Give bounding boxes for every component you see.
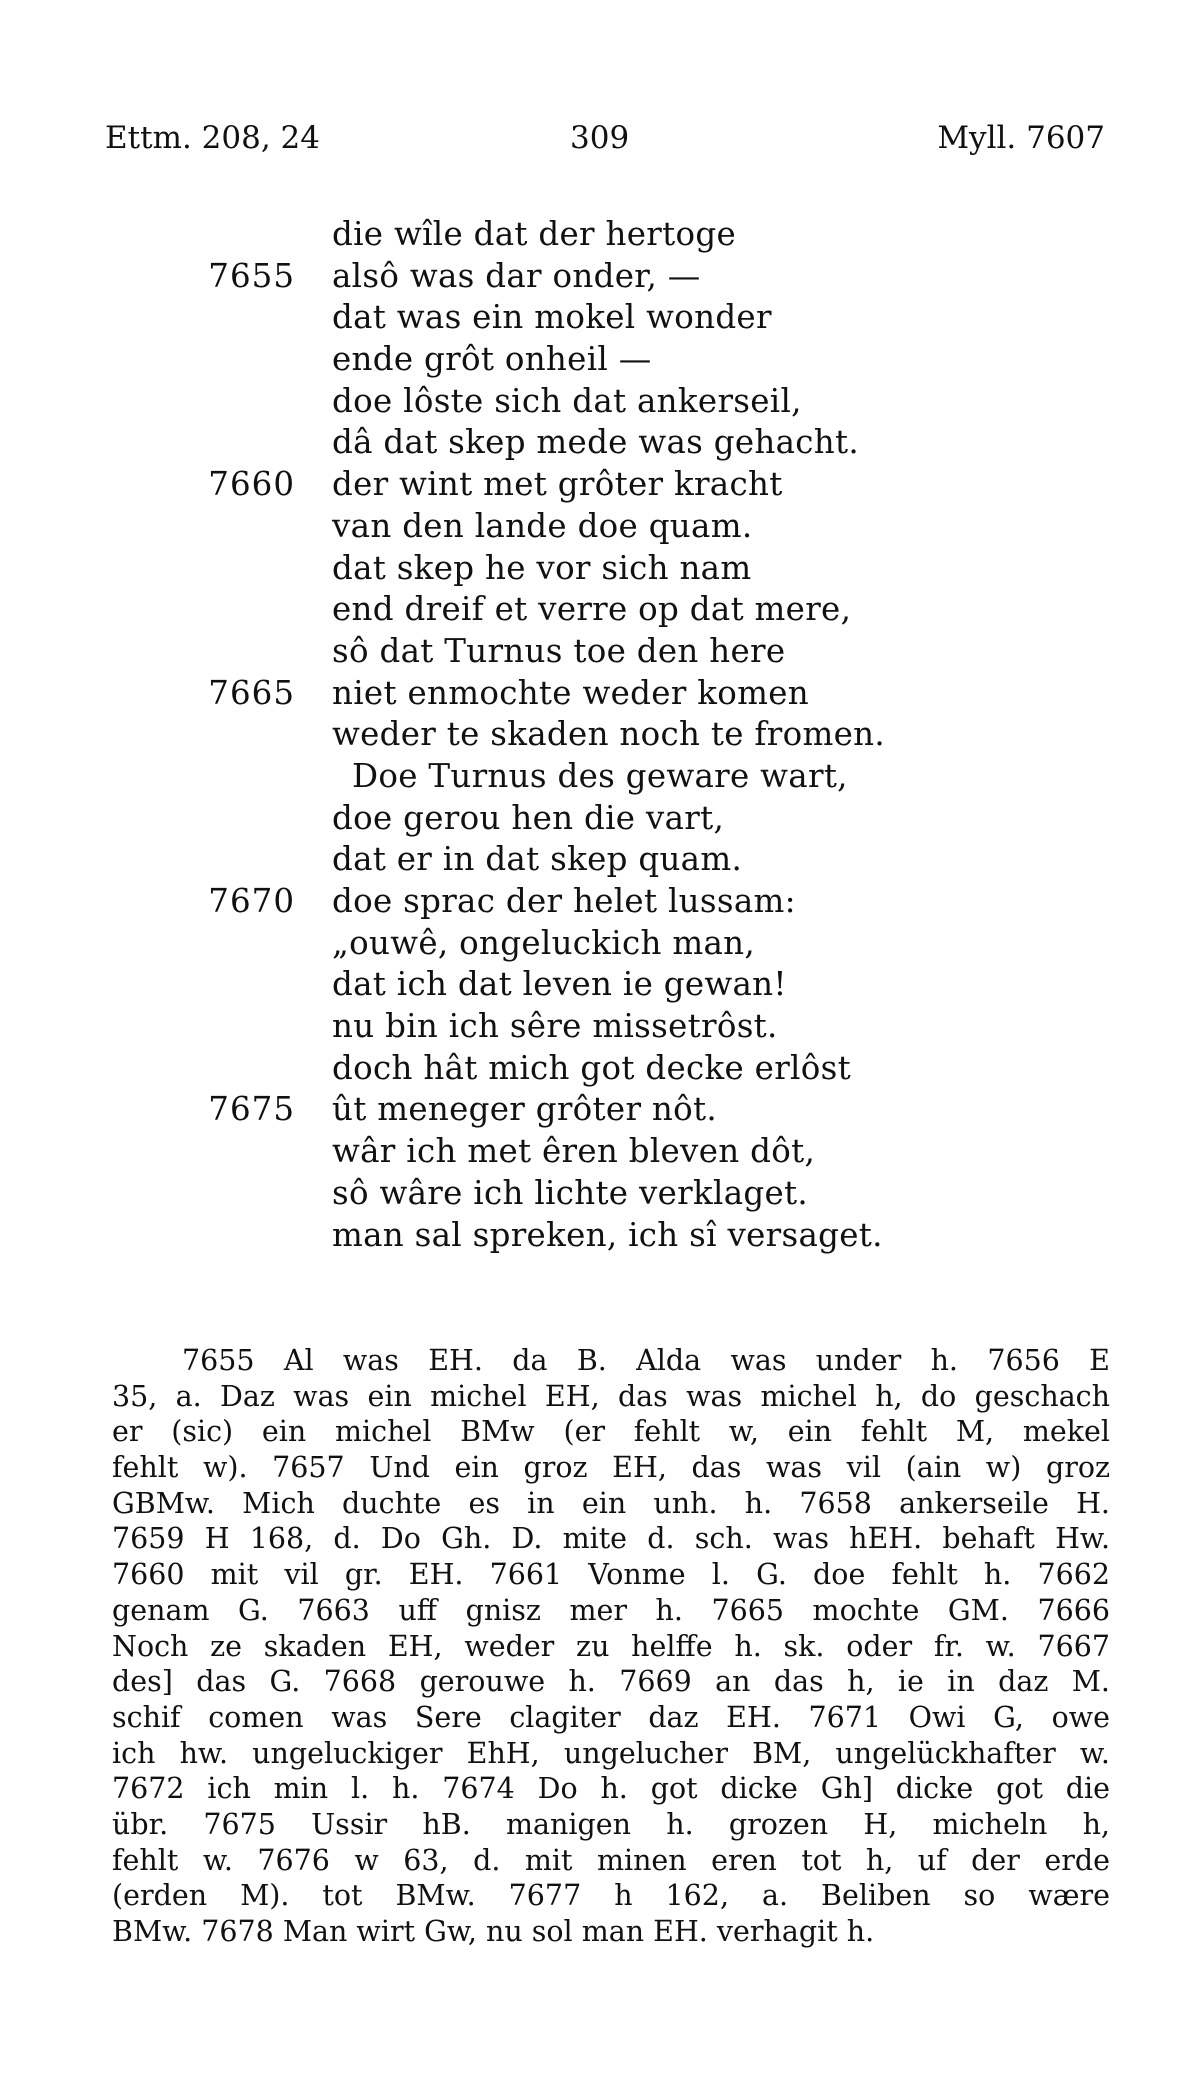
verse-line bbox=[0, 464, 1200, 506]
apparatus-line: er (sic) ein michel BMw (er fehlt w, ein fehlt M, mekel bbox=[112, 1415, 1110, 1449]
line-number: 7670 bbox=[208, 882, 295, 920]
verse-line bbox=[0, 881, 1200, 923]
verse-line bbox=[0, 548, 1200, 590]
verse-line-text: doe gerou hen die vart, bbox=[332, 798, 725, 837]
verse-line bbox=[0, 1215, 1200, 1257]
verse-line-text: alsô was dar onder, — bbox=[332, 256, 701, 295]
verse-line-text: der wint met grôter kracht bbox=[332, 465, 783, 504]
verse-line bbox=[0, 297, 1200, 339]
verse-line bbox=[0, 339, 1200, 381]
verse-line-text: dâ dat skep mede was gehacht. bbox=[332, 423, 860, 462]
line-number: 7655 bbox=[208, 256, 295, 295]
verse-line-text: ende grôt onheil — bbox=[332, 340, 652, 379]
line-number: 7675 bbox=[208, 1090, 295, 1129]
verse-line-text: Doe Turnus des geware wart, bbox=[352, 756, 848, 795]
apparatus-line: 7660 mit vil gr. EH. 7661 Vonme l. G. doe fehlt h. 7662 bbox=[112, 1558, 1110, 1592]
page-header bbox=[105, 120, 1105, 160]
verse-line bbox=[0, 589, 1200, 631]
verse-line-text: weder te skaden noch te fromen. bbox=[332, 715, 885, 754]
verse-line-text: van den lande doe quam. bbox=[332, 506, 753, 545]
apparatus-line: schif comen was Sere clagiter daz EH. 7671 Owi G, owe bbox=[112, 1700, 1110, 1734]
verse-line bbox=[0, 756, 1200, 798]
verse-line bbox=[0, 673, 1200, 715]
verse-line bbox=[0, 1048, 1200, 1090]
apparatus-line: (erden M). tot BMw. 7677 h 162, a. Beliben so wære bbox=[112, 1879, 1110, 1913]
apparatus-line: fehlt w). 7657 Und ein groz EH, das was vil (ain w) groz bbox=[112, 1451, 1110, 1485]
verse-line bbox=[0, 923, 1200, 965]
line-number: 7660 bbox=[208, 465, 295, 504]
apparatus-line: BMw. 7678 Man wirt Gw, nu sol man EH. verhagit h. bbox=[112, 1915, 875, 1948]
verse-line bbox=[0, 964, 1200, 1006]
verse-line-text: nu bin ich sêre missetrôst. bbox=[332, 1007, 778, 1046]
verse-line bbox=[0, 381, 1200, 423]
verse-line bbox=[0, 798, 1200, 840]
verse-line-text: doch hât mich got decke erlôst bbox=[332, 1048, 851, 1087]
apparatus-line: des] das G. 7668 gerouwe h. 7669 an das h, ie in daz M. bbox=[112, 1665, 1110, 1699]
apparatus-line: übr. 7675 Ussir hB. manigen h. grozen H, micheln h, bbox=[112, 1807, 1110, 1841]
verse-line-text: sô wâre ich lichte verklaget. bbox=[332, 1173, 808, 1212]
verse-line-text: die wîle dat der hertoge bbox=[332, 215, 736, 253]
verse-line-text: dat skep he vor sich nam bbox=[332, 548, 752, 587]
verse-line-text: wâr ich met êren bleven dôt, bbox=[332, 1132, 816, 1171]
critical-apparatus bbox=[112, 1343, 1110, 1950]
verse-line bbox=[0, 1131, 1200, 1173]
verse-line-text: niet enmochte weder komen bbox=[332, 673, 809, 712]
verse-line-text: end dreif et verre op dat mere, bbox=[332, 590, 852, 629]
apparatus-line: 7672 ich min l. h. 7674 Do h. got dicke Gh] dicke got die bbox=[112, 1772, 1110, 1806]
verse-line bbox=[0, 1006, 1200, 1048]
verse-line bbox=[0, 1173, 1200, 1215]
apparatus-line: 35, a. Daz was ein michel EH, das was michel h, do geschach bbox=[112, 1379, 1110, 1413]
verse-line-text: dat was ein mokel wonder bbox=[332, 298, 772, 337]
verse-line bbox=[0, 1089, 1200, 1131]
apparatus-line: GBMw. Mich duchte es in ein unh. h. 7658 ankerseile H. bbox=[112, 1486, 1110, 1520]
apparatus-line: fehlt w. 7676 w 63, d. mit minen eren tot h, uf der erde bbox=[112, 1843, 1110, 1877]
apparatus-line: genam G. 7663 uff gnisz mer h. 7665 mochte GM. 7666 bbox=[112, 1593, 1110, 1627]
apparatus-line: 7659 H 168, d. Do Gh. D. mite d. sch. was hEH. behaft Hw. bbox=[112, 1522, 1110, 1556]
verse-line bbox=[0, 839, 1200, 881]
running-head-right: Myll. 7607 bbox=[937, 120, 1105, 156]
verse-line bbox=[0, 422, 1200, 464]
verse-line-text: sô dat Turnus toe den here bbox=[332, 631, 786, 670]
verse-line bbox=[0, 506, 1200, 548]
page-number: 309 bbox=[570, 120, 630, 156]
verse-line-text: doe lôste sich dat ankerseil, bbox=[332, 381, 802, 420]
verse-line bbox=[0, 631, 1200, 673]
verse-line-text: dat er in dat skep quam. bbox=[332, 840, 743, 879]
apparatus-line: ich hw. ungeluckiger EhH, ungelucher BM, ungelückhafter w. bbox=[112, 1736, 1110, 1770]
apparatus-line: 7655 Al was EH. da B. Alda was under h. 7656 E bbox=[182, 1344, 1110, 1377]
apparatus-line: Noch ze skaden EH, weder zu helffe h. sk. oder fr. w. 7667 bbox=[112, 1629, 1110, 1663]
line-number: 7665 bbox=[208, 673, 295, 712]
running-head-left: Ettm. 208, 24 bbox=[105, 120, 320, 156]
verse-line-text: man sal spreken, ich sî versaget. bbox=[332, 1215, 883, 1254]
verse-line bbox=[0, 214, 1200, 256]
verse-line-text: „ouwê, ongeluckich man, bbox=[332, 923, 756, 962]
verse-line-text: dat ich dat leven ie gewan! bbox=[332, 965, 787, 1004]
verse-line bbox=[0, 714, 1200, 756]
verse-line-text: doe sprac der helet lussam: bbox=[332, 882, 796, 920]
verse-text bbox=[0, 214, 1200, 1256]
verse-line-text: ût meneger grôter nôt. bbox=[332, 1090, 717, 1129]
verse-line bbox=[0, 256, 1200, 298]
